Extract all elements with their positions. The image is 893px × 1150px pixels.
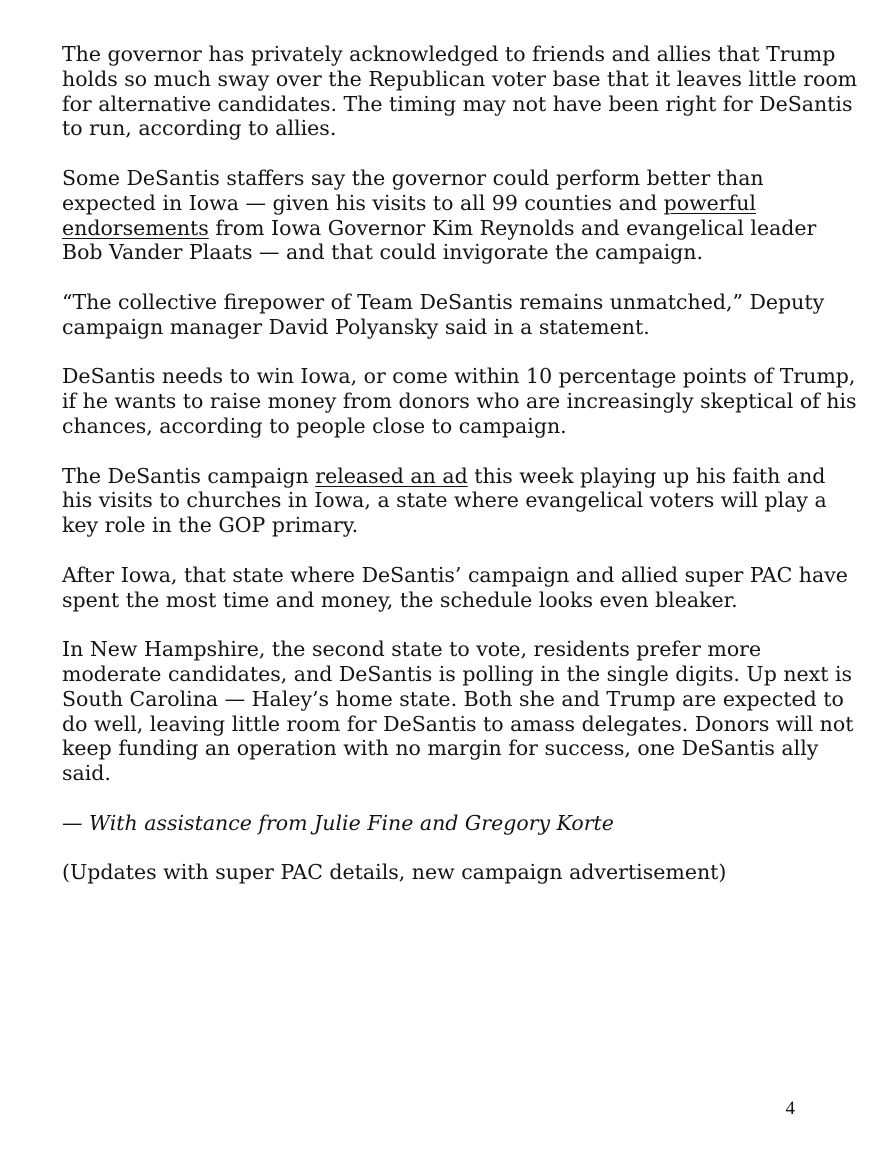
text-line: chances, according to people close to campaign. (62, 413, 567, 438)
text-line: “The collective firepower of Team DeSantis remains unmatched,” Deputy (62, 289, 825, 314)
text-line: keep funding an operation with no margin for success, one DeSantis ally (62, 736, 819, 761)
text-line: Bob Vander Plaats — and that could invigorate the campaign. (62, 240, 703, 265)
text-segment: this week playing up his faith and (467, 463, 826, 488)
paragraph-win-iowa (62, 364, 857, 438)
text-line: moderate candidates, and DeSantis is polling in the single digits. Up next is (62, 661, 853, 686)
powerful-endorsements-link-continued[interactable]: endorsements (62, 215, 209, 240)
text-segment: The DeSantis campaign (62, 463, 316, 488)
text-line: spent the most time and money, the schedule looks even bleaker. (62, 587, 738, 612)
paragraph-campaign-ad (62, 463, 827, 538)
released-an-ad-link[interactable]: released an ad (315, 463, 468, 488)
text-line: said. (62, 761, 111, 786)
text-line (62, 463, 826, 489)
text-line: The governor has privately acknowledged to friends and allies that Trump (62, 42, 836, 66)
text-line (62, 216, 822, 241)
page-number: 4 (785, 1098, 795, 1119)
text-line: campaign manager David Polyansky said in a statement. (62, 314, 650, 339)
text-line: if he wants to raise money from donors who are increasingly skeptical of his (62, 389, 857, 414)
update-note: (Updates with super PAC details, new campaign advertisement) (62, 860, 727, 885)
text-line: do well, leaving little room for DeSantis to amass delegates. Donors will not (62, 711, 854, 736)
powerful-endorsements-link[interactable]: powerful (663, 190, 756, 215)
text-line: South Carolina — Haley’s home state. Both she and Trump are expected to (62, 686, 844, 711)
paragraph-polyansky-quote (62, 289, 825, 340)
text-segment: from Iowa Governor Kim Reynolds and evangelical leader (208, 215, 817, 240)
text-line: DeSantis needs to win Iowa, or come within 10 percentage points of Trump, (62, 364, 856, 389)
text-line: Some DeSantis staffers say the governor could perform better than (62, 165, 764, 190)
paragraph-after-iowa (62, 562, 848, 613)
text-line: key role in the GOP primary. (62, 513, 359, 538)
paragraph-new-hampshire (62, 637, 854, 786)
text-segment: expected in Iowa — given his visits to all 99 counties and (62, 190, 664, 215)
text-line: for alternative candidates. The timing may not have been right for DeSantis (62, 91, 853, 116)
text-line: After Iowa, that state where DeSantis’ campaign and allied super PAC have (62, 562, 848, 587)
article-body (62, 42, 858, 910)
text-line (62, 191, 822, 216)
paragraph-governor-acknowledgment (62, 42, 858, 141)
text-line: his visits to churches in Iowa, a state where evangelical voters will play a (62, 488, 827, 513)
text-line: holds so much sway over the Republican voter base that it leaves little room (62, 66, 858, 91)
text-line: In New Hampshire, the second state to vote, residents prefer more (62, 637, 762, 662)
text-line: to run, according to allies. (62, 116, 337, 141)
paragraph-staffers-iowa (62, 166, 822, 265)
assistance-credit: — With assistance from Julie Fine and Gregory Korte (62, 810, 614, 835)
